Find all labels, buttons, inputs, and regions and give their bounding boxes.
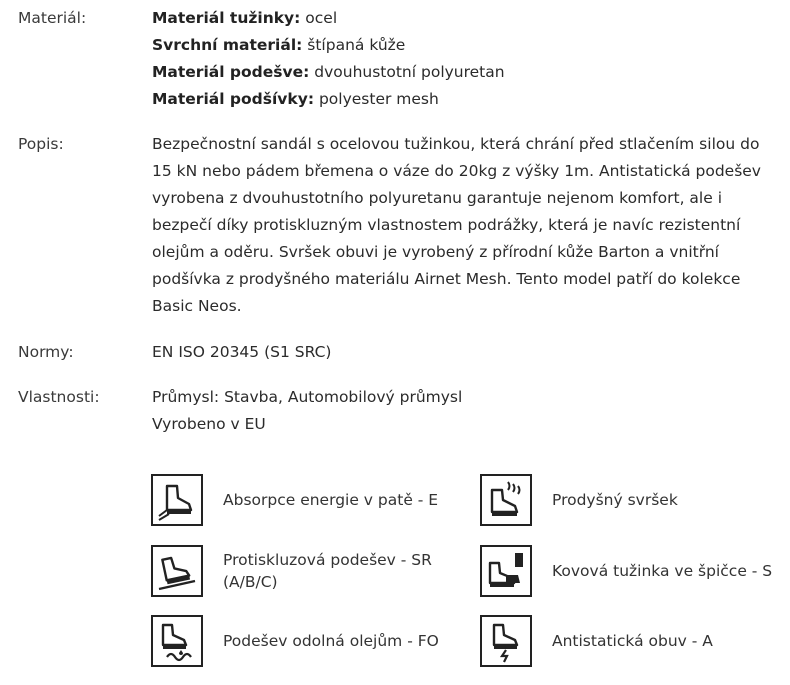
feature-text: Prodyšný svršek — [552, 491, 678, 509]
feature-text: Protiskluzová podešev - SR (A/B/C) — [223, 551, 432, 591]
shoe-anti-slip-sole-icon — [151, 545, 203, 597]
feature-item — [151, 615, 471, 675]
material-values — [152, 5, 777, 113]
shoe-oil-resistant-sole-icon — [151, 615, 203, 667]
popis-label: Popis: — [18, 135, 64, 153]
material-item: Materiál podšívky: polyester mesh — [152, 90, 439, 108]
feature-text: Kovová tužinka ve špičce - S — [552, 562, 773, 580]
vlastnosti-label: Vlastnosti: — [18, 388, 100, 406]
shoe-energy-absorption-icon — [151, 474, 203, 526]
feature-text: Absorpce energie v patě - E — [223, 491, 439, 509]
vlastnosti-line: Průmysl: Stavba, Automobilový průmysl — [152, 388, 463, 406]
shoe-steel-toecap-icon — [480, 545, 532, 597]
feature-item — [480, 615, 790, 675]
feature-item — [480, 474, 790, 534]
material-item: Materiál tužinky: ocel — [152, 9, 338, 27]
feature-item — [151, 474, 471, 534]
normy-value: EN ISO 20345 (S1 SRC) — [152, 343, 332, 361]
feature-text: Podešev odolná olejům - FO — [223, 632, 439, 650]
vlastnosti-values — [152, 384, 777, 438]
material-item: Svrchní materiál: štípaná kůže — [152, 36, 406, 54]
material-label: Materiál: — [18, 9, 87, 27]
popis-text: Bezpečnostní sandál s ocelovou tužinkou, která chrání před stlačením silou do 15 kN nebo pádem břemena o váze do 20kg z výšky 1m. Antistatická podešev vyrobena z dvouhustotního polyuretanu garantuje nejenom komfort, ale i bezpečí díky protiskluzným vlastnostem podrážky, která je navíc rezistentní olejům a oděru. Svršek obuvi je vyrobený z přírodní kůže Barton a vnitřní podšívka z prodyšného materiálu Airnet Mesh. Tento model patří do kolekce Basic Neos. — [152, 135, 761, 315]
feature-item — [480, 545, 790, 605]
shoe-antistatic-icon — [480, 615, 532, 667]
feature-item — [151, 545, 471, 605]
normy-label: Normy: — [18, 343, 74, 361]
material-item: Materiál podešve: dvouhustotní polyuretan — [152, 63, 505, 81]
shoe-breathable-upper-icon — [480, 474, 532, 526]
vlastnosti-line: Vyrobeno v EU — [152, 415, 266, 433]
feature-text: Antistatická obuv - A — [552, 632, 713, 650]
